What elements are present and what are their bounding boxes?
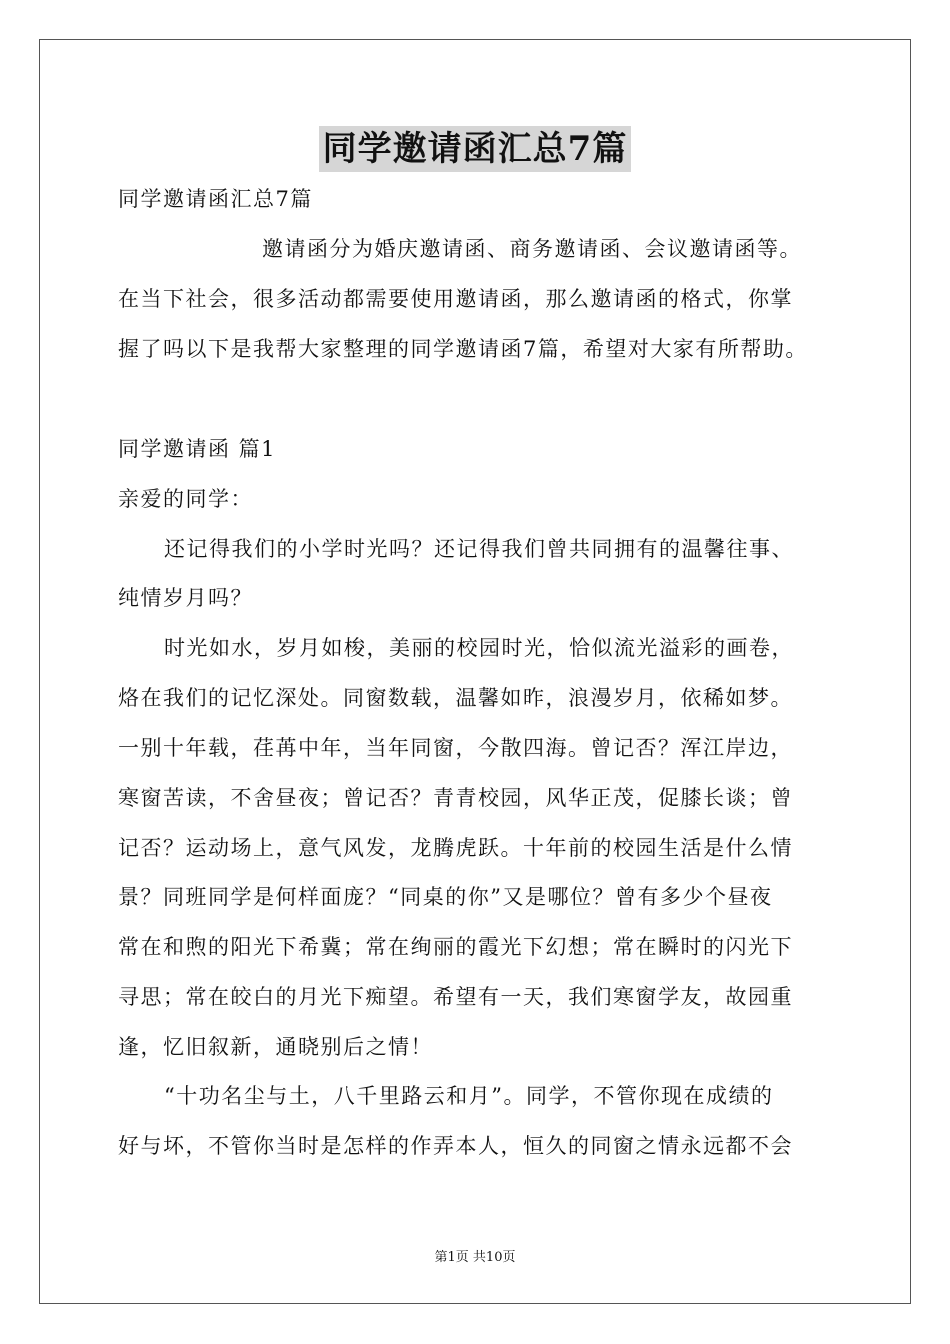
document-subtitle: 同学邀请函汇总7篇 <box>118 187 313 211</box>
page-number: 第1页 共10页 <box>434 1250 516 1265</box>
paragraph-line: 景？同班同学是何样面庞？“同桌的你”又是哪位？曾有多少个昼夜 <box>118 885 773 909</box>
intro-line: 邀请函分为婚庆邀请函、商务邀请函、会议邀请函等。 <box>262 237 802 261</box>
paragraph-line: 记否？运动场上，意气风发，龙腾虎跃。十年前的校园生活是什么情 <box>118 836 793 860</box>
paragraph-line: 烙在我们的记忆深处。同窗数载，温馨如昨，浪漫岁月，依稀如梦。 <box>118 686 793 710</box>
paragraph-line: 常在和煦的阳光下希冀；常在绚丽的霞光下幻想；常在瞬时的闪光下 <box>118 935 793 959</box>
paragraph-line: 纯情岁月吗？ <box>118 586 253 610</box>
section-heading: 同学邀请函 篇1 <box>118 437 277 461</box>
paragraph-line: 好与坏，不管你当时是怎样的作弄本人，恒久的同窗之情永远都不会 <box>118 1134 793 1158</box>
paragraph-line: 一别十年载，荏苒中年，当年同窗，今散四海。曾记否？浑江岸边， <box>118 736 793 760</box>
document-title: 同学邀请函汇总7篇 <box>319 126 632 172</box>
paragraph-line: 还记得我们的小学时光吗？还记得我们曾共同拥有的温馨往事、 <box>164 537 794 561</box>
paragraph-line: 寒窗苦读，不舍昼夜；曾记否？青青校园，风华正茂，促膝长谈；曾 <box>118 786 793 810</box>
paragraph-line: “十功名尘与土，八千里路云和月”。同学，不管你现在成绩的 <box>164 1084 774 1108</box>
paragraph-line: 逢，忆旧叙新，通晓别后之情！ <box>118 1035 433 1059</box>
paragraph-line: 时光如水，岁月如梭，美丽的校园时光，恰似流光溢彩的画卷， <box>164 636 794 660</box>
salutation: 亲爱的同学： <box>118 487 253 511</box>
intro-line: 握了吗以下是我帮大家整理的同学邀请函7篇，希望对大家有所帮助。 <box>118 337 808 361</box>
paragraph-line: 寻思；常在皎白的月光下痴望。希望有一天，我们寒窗学友，故园重 <box>118 985 793 1009</box>
title-container <box>0 126 950 172</box>
page-border <box>39 39 911 1304</box>
intro-line: 在当下社会，很多活动都需要使用邀请函，那么邀请函的格式，你掌 <box>118 287 793 311</box>
